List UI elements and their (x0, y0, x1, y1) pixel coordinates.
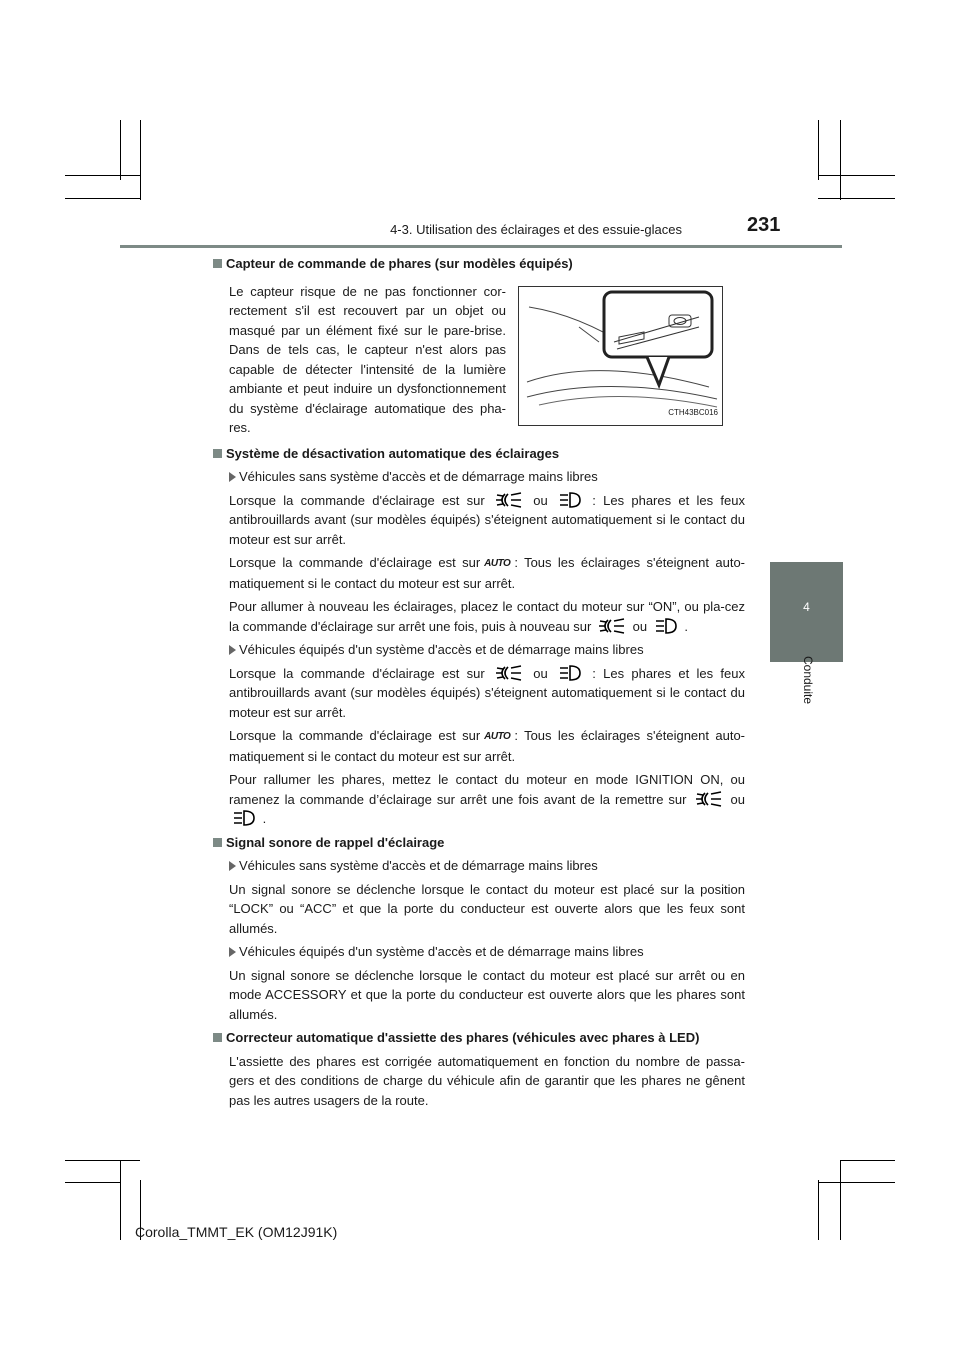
paragraph: L'assiette des phares est corrigée automatiquement en fonction du nombre de passa-gers et des conditions de charge du véhicule afin de garantir que les phares ne gênent pas les autres usagers de la route. (229, 1053, 745, 1108)
crop-mark (840, 1160, 841, 1240)
headlight-icon (232, 809, 256, 827)
crop-mark (65, 175, 140, 176)
subheading: Véhicules sans système d'accès et de démarrage mains libres (229, 467, 745, 487)
crop-mark (840, 120, 841, 200)
section-heading: Système de désactivation automatique des éclairages (213, 444, 745, 464)
crop-mark (65, 1182, 120, 1183)
header-rule (120, 245, 842, 248)
chapter-label: Conduite (801, 655, 815, 705)
auto-icon: AUTO (484, 558, 511, 569)
headlight-beam-icon (495, 664, 523, 682)
section-heading: Signal sonore de rappel d'éclairage (213, 833, 745, 853)
sensor-illustration (518, 286, 723, 426)
crop-mark (818, 120, 819, 180)
headlight-icon (558, 491, 582, 509)
paragraph: Pour rallumer les phares, mettez le contact du moteur en mode IGNITION ON, ou ramenez la commande d’éclairage sur arrêt une fois avant de la remettre sur ou . (229, 772, 745, 826)
footer-model-code: Corolla_TMMT_EK (OM12J91K) (135, 1224, 338, 1240)
crop-mark (818, 1180, 819, 1240)
headlight-icon (654, 617, 678, 635)
paragraph: Pour allumer à nouveau les éclairages, placez le contact du moteur sur “ON”, ou pla-cez la commande d'éclairage sur arrêt une fois, puis à nouveau sur ou . (229, 599, 745, 634)
headlight-beam-icon (598, 617, 626, 635)
section-heading: Correcteur automatique d'assiette des phares (véhicules avec phares à LED) (213, 1028, 745, 1048)
crop-mark (65, 1160, 140, 1161)
auto-icon: AUTO (484, 731, 511, 742)
subheading: Véhicules sans système d'accès et de démarrage mains libres (229, 856, 745, 876)
sensor-block (229, 278, 745, 438)
paragraph: Lorsque la commande d'éclairage est sur ou : Les phares et les feux antibrouillards avant (sur modèles équipés) s'éteignent automatiquement si le contact du moteur est sur arrêt. (229, 665, 745, 720)
headlight-icon (558, 664, 582, 682)
subheading: Véhicules équipés d'un système d'accès et de démarrage mains libres (229, 640, 745, 660)
section-heading: Capteur de commande de phares (sur modèles équipés) (213, 254, 745, 274)
crop-mark (818, 175, 895, 176)
crop-mark (818, 198, 895, 199)
crop-mark (65, 198, 140, 199)
crop-mark (140, 120, 141, 200)
headlight-beam-icon (495, 491, 523, 509)
crop-mark (120, 1160, 121, 1240)
figure-code: CTH43BC016 (668, 408, 718, 417)
paragraph: Lorsque la commande d'éclairage est sur ou : Les phares et les feux antibrouillards avant (sur modèles équipés) s'éteignent automatiquement si le contact du moteur est sur arrêt. (229, 492, 745, 547)
paragraph: Lorsque la commande d'éclairage est sur AUTO : Tous les éclairages s'éteignent auto-matiquement si le contact du moteur est sur arrêt. (229, 728, 745, 764)
paragraph: Le capteur risque de ne pas fonctionner cor-rectement s'il est recouvert par un objet ou masqué par un élément fixé sur le pare-brise. Dans de tels cas, le capteur n'est alors pas capable de détecter l'intensité de la lumière ambiante et peut induire un dysfonctionnement du système d'éclairage automatique des pha-res. (229, 283, 506, 435)
paragraph: Un signal sonore se déclenche lorsque le contact du moteur est placé sur arrêt ou en mode ACCESSORY et que la porte du conducteur est ouverte alors que les phares sont allumés. (229, 967, 745, 1022)
crop-mark (120, 120, 121, 180)
header-section-title: 4-3. Utilisation des éclairages et des essuie-glaces (390, 222, 682, 237)
chapter-number: 4 (803, 600, 810, 614)
crop-mark (818, 1182, 895, 1183)
crop-mark (840, 1160, 895, 1161)
subheading: Véhicules équipés d'un système d'accès et de démarrage mains libres (229, 942, 745, 962)
paragraph: Un signal sonore se déclenche lorsque le contact du moteur est placé sur la position “LOCK” ou “ACC” et que la porte du conducteur est ouverte alors que les feux sont allumés. (229, 881, 745, 936)
chapter-tab (770, 562, 843, 662)
page-number: 231 (747, 214, 781, 236)
headlight-beam-icon (695, 790, 723, 808)
paragraph: Lorsque la commande d'éclairage est sur AUTO : Tous les éclairages s'éteignent auto-matiquement si le contact du moteur est sur arrêt. (229, 555, 745, 591)
main-content (213, 250, 745, 1114)
